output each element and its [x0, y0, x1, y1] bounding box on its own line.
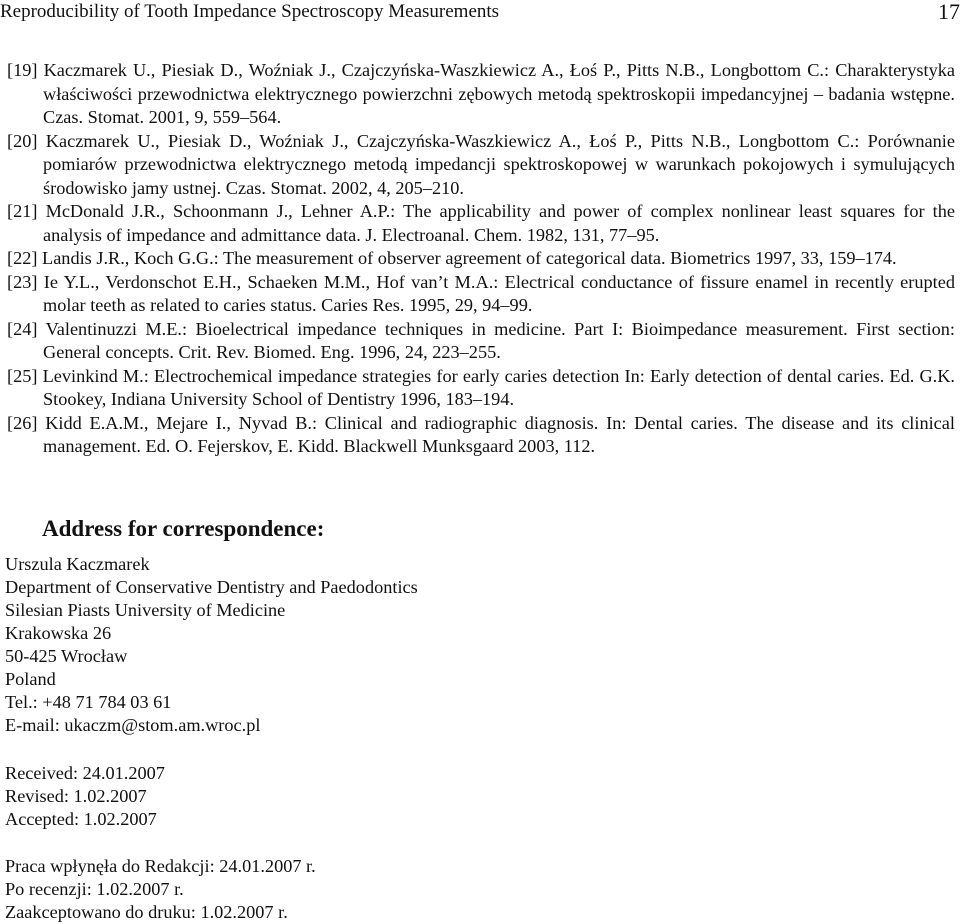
- date-accepted-pl: Zaakceptowano do druku: 1.02.2007 r.: [5, 902, 288, 922]
- reference-text: : Bioelectrical impedance techniques in medicine. Part I: Bioimpedance measurement. First section: General concepts. Crit. Rev. Biomed. Eng. 1996, 24, 223–255.: [43, 318, 955, 362]
- address-city: 50-425 Wrocław: [5, 646, 128, 666]
- reference-24: [7, 318, 955, 365]
- reference-26: [7, 412, 955, 459]
- reference-label: [21]: [7, 201, 46, 221]
- reference-authors: Valentinuzzi M.E.: [45, 318, 182, 339]
- submission-dates-polish: [5, 855, 316, 924]
- reference-list: [7, 59, 955, 459]
- date-received: Received: 24.01.2007: [5, 763, 165, 783]
- running-header: [0, 0, 960, 24]
- reference-19: [7, 59, 955, 130]
- reference-23: [7, 271, 955, 318]
- reference-authors: Landis J.R., Koch G.G.: [42, 248, 214, 268]
- submission-dates: [5, 762, 165, 831]
- reference-label: [26]: [7, 412, 46, 433]
- address-department: Department of Conservative Dentistry and Paedodontics: [5, 577, 418, 597]
- reference-label: [20]: [7, 130, 46, 151]
- address-name: Urszula Kaczmarek: [5, 554, 150, 574]
- reference-text: : Electrochemical impedance strategies for early caries detection In: Early detection of dental caries. Ed. G.K. Stookey, Indiana University School of Dentistry 1996, 183–194.: [43, 365, 955, 409]
- date-revised: Revised: 1.02.2007: [5, 786, 147, 806]
- reference-text: : The applicability and power of complex nonlinear least squares for the analysis of impedance and admittance data. J. Electroanal. Chem. 1982, 131, 77–95.: [43, 201, 955, 245]
- reference-label: [23]: [7, 271, 44, 292]
- reference-20: [7, 130, 955, 201]
- reference-label: [19]: [7, 60, 44, 80]
- reference-22: [7, 247, 955, 271]
- date-received-pl: Praca wpłynęła do Redakcji: 24.01.2007 r.: [5, 856, 316, 876]
- reference-authors: Kaczmarek U., Piesiak D., Woźniak J., Czajczyńska-Waszkiewicz A., Łoś P., Pitts N.B., Longbottom C.: [45, 130, 855, 151]
- reference-authors: Ie Y.L., Verdonschot E.H., Schaeken M.M., Hof van’t M.A.: [43, 271, 494, 292]
- reference-label: [22]: [7, 248, 43, 268]
- reference-label: [24]: [7, 318, 46, 339]
- address-email: E-mail: ukaczm@stom.am.wroc.pl: [5, 715, 261, 735]
- reference-authors: Levinkind M.: [42, 365, 144, 386]
- page-number: 17: [938, 0, 960, 24]
- reference-21: [7, 200, 955, 247]
- reference-text: : Porównanie pomiarów przewodnictwa elektrycznego metodą impedancji spektroskopowej w warunkach pokojowych i symulujących środowisko jamy ustnej. Czas. Stomat. 2002, 4, 205–210.: [43, 130, 956, 198]
- date-revised-pl: Po recenzji: 1.02.2007 r.: [5, 879, 184, 899]
- address-block: [5, 553, 418, 737]
- reference-text: : Charakterystyka właściwości przewodnictwa elektrycznego powierzchni zębowych metodą spektroskopii impedancyjnej – badania wstępne. Czas. Stomat. 2001, 9, 559–564.: [43, 60, 955, 127]
- running-title: Reproducibility of Tooth Impedance Spectroscopy Measurements: [0, 1, 500, 22]
- reference-text: : Clinical and radiographic diagnosis. In: Dental caries. The disease and its clinical management. Ed. O. Fejerskov, E. Kidd. Blackwell Munksgaard 2003, 112.: [43, 412, 955, 456]
- date-accepted: Accepted: 1.02.2007: [5, 809, 157, 829]
- reference-25: [7, 365, 955, 412]
- address-heading: Address for correspondence:: [42, 516, 325, 541]
- reference-label: [25]: [7, 365, 43, 386]
- reference-authors: Kaczmarek U., Piesiak D., Woźniak J., Czajczyńska-Waszkiewicz A., Łoś P., Pitts N.B., Longbottom C.: [43, 60, 824, 80]
- address-street: Krakowska 26: [5, 623, 112, 643]
- reference-text: : Electrical conductance of fissure enamel in recently erupted molar teeth as related to caries status. Caries Res. 1995, 29, 94–99.: [43, 271, 955, 315]
- address-university: Silesian Piasts University of Medicine: [5, 600, 286, 620]
- address-phone: Tel.: +48 71 784 03 61: [5, 692, 172, 712]
- reference-authors: McDonald J.R., Schoonmann J., Lehner A.P.: [45, 201, 391, 221]
- address-country: Poland: [5, 669, 56, 689]
- reference-authors: Kidd E.A.M., Mejare I., Nyvad B.: [45, 412, 312, 433]
- reference-text: : The measurement of observer agreement of categorical data. Biometrics 1997, 33, 159–174.: [213, 248, 897, 268]
